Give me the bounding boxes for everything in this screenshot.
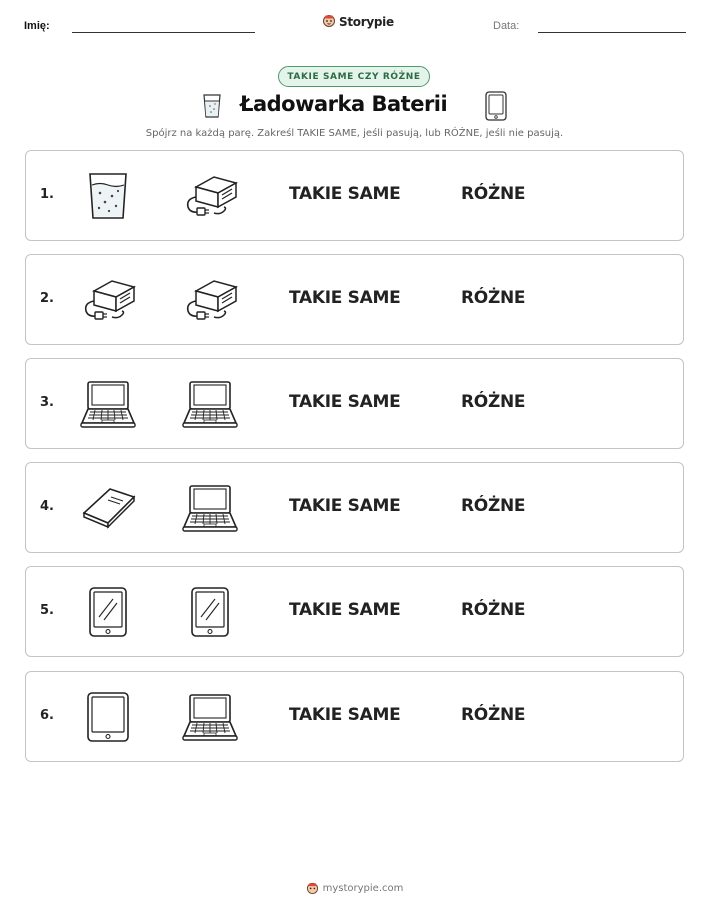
worksheet-type-badge: TAKIE SAME CZY RÓŻNE [278, 66, 430, 87]
question-number: 4. [40, 499, 54, 514]
footer-url: mystorypie.com [322, 883, 404, 894]
question-row [25, 358, 684, 449]
laptop-icon [78, 379, 138, 429]
option-different[interactable]: RÓŻNE [461, 496, 526, 516]
name-label: Imię: [24, 20, 50, 32]
title-row [0, 90, 709, 124]
laptop-icon [180, 379, 240, 429]
glass-of-water-icon [78, 171, 138, 221]
question-row [25, 566, 684, 657]
tablet-screen-icon [180, 587, 240, 637]
tablet-icon [484, 91, 508, 125]
battery-charger-icon [180, 171, 240, 221]
question-row [25, 150, 684, 241]
question-row [25, 254, 684, 345]
battery-charger-icon [180, 275, 240, 325]
question-number: 6. [40, 708, 54, 723]
question-number: 3. [40, 395, 54, 410]
option-different[interactable]: RÓŻNE [461, 288, 526, 308]
option-different[interactable]: RÓŻNE [461, 705, 526, 725]
storypie-mascot-icon [322, 12, 336, 31]
laptop-icon [180, 692, 240, 742]
tablet-screen-icon [78, 587, 138, 637]
footer [0, 879, 709, 898]
question-number: 2. [40, 291, 54, 306]
option-different[interactable]: RÓŻNE [461, 600, 526, 620]
option-same[interactable]: TAKIE SAME [289, 705, 401, 725]
name-field[interactable] [72, 32, 255, 33]
question-row [25, 671, 684, 762]
option-same[interactable]: TAKIE SAME [289, 184, 401, 204]
option-same[interactable]: TAKIE SAME [289, 600, 401, 620]
option-different[interactable]: RÓŻNE [461, 184, 526, 204]
question-row [25, 462, 684, 553]
option-same[interactable]: TAKIE SAME [289, 288, 401, 308]
question-number: 1. [40, 187, 54, 202]
question-number: 5. [40, 603, 54, 618]
page-title: Ładowarka Baterii [240, 92, 448, 116]
storypie-mascot-icon [306, 879, 319, 898]
date-field[interactable] [538, 32, 686, 33]
book-icon [78, 483, 138, 533]
tablet-icon [78, 692, 138, 742]
option-same[interactable]: TAKIE SAME [289, 392, 401, 412]
instructions: Spójrz na każdą parę. Zakreśl TAKIE SAME, jeśli pasują, lub RÓŻNE, jeśli nie pasują. [145, 128, 564, 139]
brand-logo [322, 12, 394, 31]
laptop-icon [180, 483, 240, 533]
brand-name: Storypie [339, 14, 394, 29]
option-same[interactable]: TAKIE SAME [289, 496, 401, 516]
battery-charger-icon [78, 275, 138, 325]
option-different[interactable]: RÓŻNE [461, 392, 526, 412]
date-label: Data: [493, 20, 520, 32]
glass-of-water-icon [202, 93, 222, 123]
